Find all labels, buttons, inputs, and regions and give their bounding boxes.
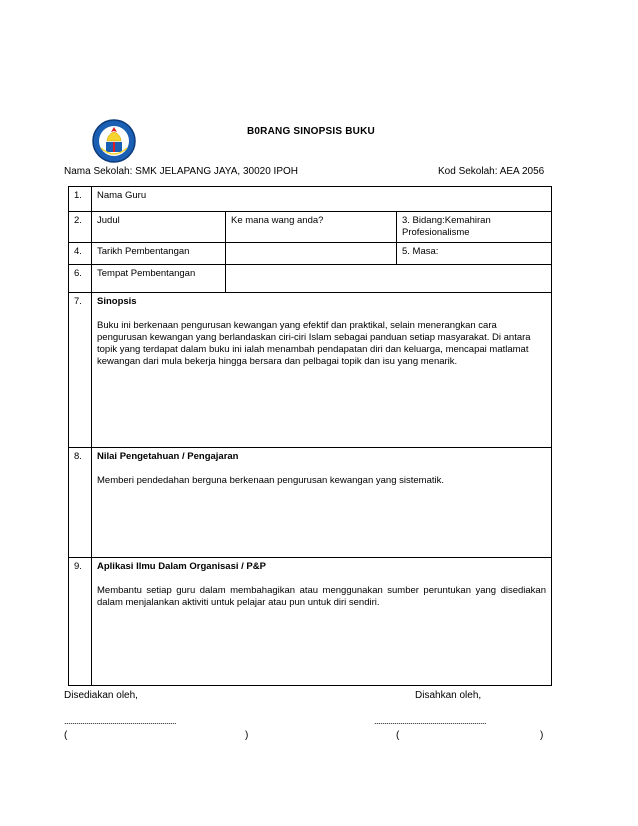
row-number: 6. (69, 265, 92, 293)
row-number: 2. (69, 212, 92, 243)
time-field: 5. Masa: (397, 243, 552, 265)
book-title-value: Ke mana wang anda? (226, 212, 397, 243)
row-knowledge (69, 448, 552, 558)
knowledge-heading: Nilai Pengetahuan / Pengajaran (97, 451, 239, 462)
field-area: 3. Bidang:Kemahiran Profesionalisme (397, 212, 552, 243)
row-application (69, 558, 552, 686)
title-label: Judul (92, 212, 226, 243)
row-synopsis (69, 293, 552, 448)
school-logo (91, 118, 137, 164)
prepared-signature-line: ........................................................ (64, 716, 177, 726)
synopsis-heading: Sinopsis (97, 296, 137, 307)
venue-value (226, 265, 552, 293)
knowledge-cell (92, 448, 552, 558)
synopsis-form-table (68, 186, 552, 686)
venue-label: Tempat Pembentangan (92, 265, 226, 293)
form-title: B0RANG SINOPSIS BUKU (247, 126, 375, 137)
approved-by-label: Disahkan oleh, (415, 690, 482, 701)
synopsis-text: Buku ini berkenaan pengurusan kewangan yang efektif dan praktikal, selain menerangkan cara pengurusan kewangan yang berlandaskan ciri-ciri Islam sebagai panduan setiap masyarakat. Di antara topik yang terdapat dalam buku ini ialah menambah pendapatan diri dan keluarga, mencapai matlamat kewangan dari mula bekerja hingga bersara dan pelbagai topik dan isu yang menarik. (97, 320, 531, 367)
prepared-name-open: ( (64, 730, 68, 741)
school-code: Kod Sekolah: AEA 2056 (438, 166, 545, 177)
application-cell (92, 558, 552, 686)
approved-name-open: ( (396, 730, 400, 741)
row-teacher-name (69, 187, 552, 212)
approved-name-close: ) (540, 730, 544, 741)
school-name: Nama Sekolah: SMK JELAPANG JAYA, 30020 IPOH (64, 166, 298, 177)
row-number: 9. (69, 558, 92, 686)
date-value (226, 243, 397, 265)
row-number: 4. (69, 243, 92, 265)
synopsis-cell (92, 293, 552, 448)
prepared-name-close: ) (245, 730, 249, 741)
teacher-name-label: Nama Guru (92, 187, 552, 212)
date-label: Tarikh Pembentangan (92, 243, 226, 265)
application-text: Membantu setiap guru dalam membahagikan atau menggunakan sumber peruntukan yang disediakan dalam menjalankan aktiviti untuk pelajar atau pun untuk diri sendiri. (97, 585, 546, 608)
prepared-by-label: Disediakan oleh, (64, 690, 138, 701)
approved-signature-line: ........................................................ (374, 716, 487, 726)
row-venue (69, 265, 552, 293)
row-date (69, 243, 552, 265)
row-title (69, 212, 552, 243)
row-number: 8. (69, 448, 92, 558)
row-number: 1. (69, 187, 92, 212)
application-heading: Aplikasi Ilmu Dalam Organisasi / P&P (97, 561, 266, 572)
row-number: 7. (69, 293, 92, 448)
knowledge-text: Memberi pendedahan berguna berkenaan pengurusan kewangan yang sistematik. (97, 475, 444, 486)
